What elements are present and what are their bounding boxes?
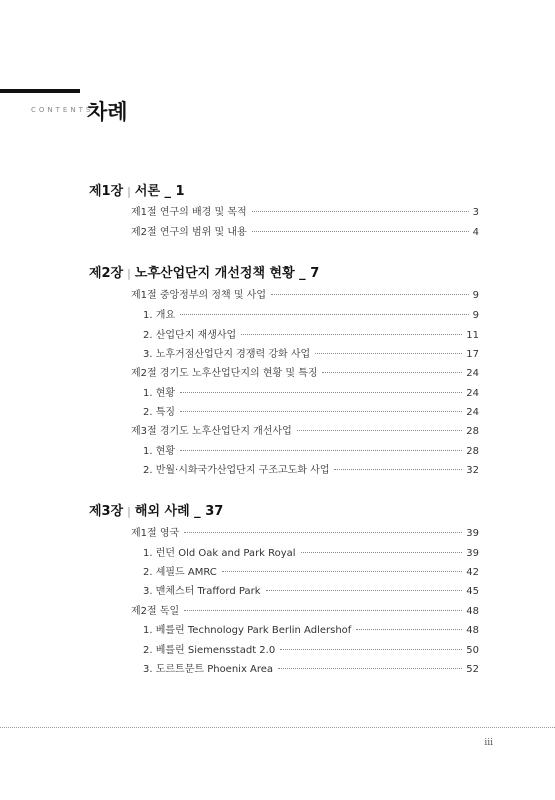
- toc-entry[interactable]: [131, 223, 479, 238]
- entry-label: 1. 개요: [143, 310, 176, 321]
- dot-leader: [266, 590, 463, 591]
- dot-leader: [280, 649, 462, 650]
- entry-page: 28: [466, 446, 479, 457]
- toc-entry[interactable]: [131, 364, 479, 379]
- entry-page: 32: [466, 465, 479, 476]
- toc-entry[interactable]: [131, 602, 479, 617]
- entry-label: 1. 현황: [143, 446, 176, 457]
- dot-leader: [184, 610, 462, 611]
- dot-leader: [252, 231, 469, 232]
- entry-label: 제1절 영국: [131, 528, 180, 539]
- toc-entry[interactable]: [143, 641, 479, 656]
- dot-leader: [252, 211, 469, 212]
- entry-page: 24: [466, 407, 479, 418]
- entry-page: 48: [466, 625, 479, 636]
- toc-entry[interactable]: [143, 384, 479, 399]
- entry-page: 4: [472, 227, 479, 238]
- entry-label: 3. 노후거점산업단지 경쟁력 강화 사업: [143, 349, 311, 360]
- dot-leader: [301, 552, 463, 553]
- dot-leader: [241, 334, 462, 335]
- toc-entry[interactable]: [143, 326, 479, 341]
- chapter-heading[interactable]: 제3장 | 해외 사례 _ 37: [89, 504, 224, 519]
- entry-page: 52: [466, 664, 479, 675]
- toc-entry[interactable]: [143, 461, 479, 476]
- toc-entry[interactable]: [143, 403, 479, 418]
- dot-leader: [315, 353, 462, 354]
- toc-entry[interactable]: [131, 203, 479, 218]
- dot-leader: [180, 314, 469, 315]
- dot-leader: [222, 571, 462, 572]
- entry-label: 제2절 연구의 범위 및 내용: [131, 227, 247, 238]
- chapter-heading[interactable]: 제2장 | 노후산업단지 개선정책 현황 _ 7: [89, 266, 320, 281]
- entry-label: 2. 산업단지 재생사업: [143, 330, 237, 341]
- entry-page: 50: [466, 645, 479, 656]
- toc-entry[interactable]: [143, 621, 479, 636]
- toc-entry[interactable]: [131, 524, 479, 539]
- toc-entry[interactable]: [143, 660, 479, 675]
- entry-page: 48: [466, 606, 479, 617]
- toc-entry[interactable]: [131, 422, 479, 437]
- entry-label: 2. 반월·시화국가산업단지 구조고도화 사업: [143, 465, 330, 476]
- entry-page: 42: [466, 567, 479, 578]
- entry-page: 9: [472, 310, 479, 321]
- dot-leader: [180, 450, 462, 451]
- chapter-title: 서론 _ 1: [134, 184, 185, 199]
- dot-leader: [278, 668, 462, 669]
- entry-page: 11: [466, 330, 479, 341]
- chapter-title: 해외 사례 _ 37: [134, 504, 224, 519]
- toc-entry[interactable]: [131, 286, 479, 301]
- entry-page: 39: [466, 548, 479, 559]
- dot-leader: [271, 294, 469, 295]
- toc-entry[interactable]: [143, 563, 479, 578]
- dot-leader: [180, 392, 462, 393]
- entry-page: 39: [466, 528, 479, 539]
- entry-label: 제2절 경기도 노후산업단지의 현황 및 특징: [131, 368, 318, 379]
- toc-entry[interactable]: [143, 345, 479, 360]
- dot-leader: [322, 372, 462, 373]
- entry-label: 제2절 독일: [131, 606, 180, 617]
- toc-entry[interactable]: [143, 544, 479, 559]
- toc-entry[interactable]: [143, 582, 479, 597]
- dot-leader: [184, 532, 462, 533]
- toc-entry[interactable]: [143, 442, 479, 457]
- chapter-title: 노후산업단지 개선정책 현황 _ 7: [134, 266, 320, 281]
- entry-page: 9: [472, 290, 479, 301]
- dot-leader: [356, 629, 462, 630]
- entry-page: 24: [466, 388, 479, 399]
- dot-leader: [297, 430, 462, 431]
- chapter-heading[interactable]: 제1장 | 서론 _ 1: [89, 184, 185, 199]
- header-rule: [0, 89, 80, 93]
- entry-label: 제3절 경기도 노후산업단지 개선사업: [131, 426, 292, 437]
- entry-label: 2. 셰필드 AMRC: [143, 567, 217, 578]
- entry-label: 1. 현황: [143, 388, 176, 399]
- entry-page: 17: [466, 349, 479, 360]
- footer-divider: [0, 727, 555, 728]
- chapter-number: 제3장: [89, 504, 124, 519]
- entry-label: 3. 맨체스터 Trafford Park: [143, 586, 261, 597]
- entry-label: 1. 런던 Old Oak and Park Royal: [143, 548, 296, 559]
- entry-label: 제1절 연구의 배경 및 목적: [131, 207, 247, 218]
- chapter-number: 제2장: [89, 266, 124, 281]
- chapter-number: 제1장: [89, 184, 124, 199]
- entry-label: 제1절 중앙정부의 정책 및 사업: [131, 290, 266, 301]
- toc-entry[interactable]: [143, 306, 479, 321]
- entry-label: 2. 베를린 Siemensstadt 2.0: [143, 645, 276, 656]
- toc-title: 차례: [87, 100, 128, 124]
- entry-page: 24: [466, 368, 479, 379]
- entry-label: 2. 특징: [143, 407, 176, 418]
- entry-page: 3: [472, 207, 479, 218]
- dot-leader: [334, 469, 462, 470]
- contents-label: CONTENTS: [31, 106, 94, 114]
- page-number: iii: [484, 738, 493, 748]
- entry-label: 3. 도르트문트 Phoenix Area: [143, 664, 274, 675]
- entry-page: 28: [466, 426, 479, 437]
- dot-leader: [180, 411, 462, 412]
- entry-label: 1. 베를린 Technology Park Berlin Adlershof: [143, 625, 352, 636]
- entry-page: 45: [466, 586, 479, 597]
